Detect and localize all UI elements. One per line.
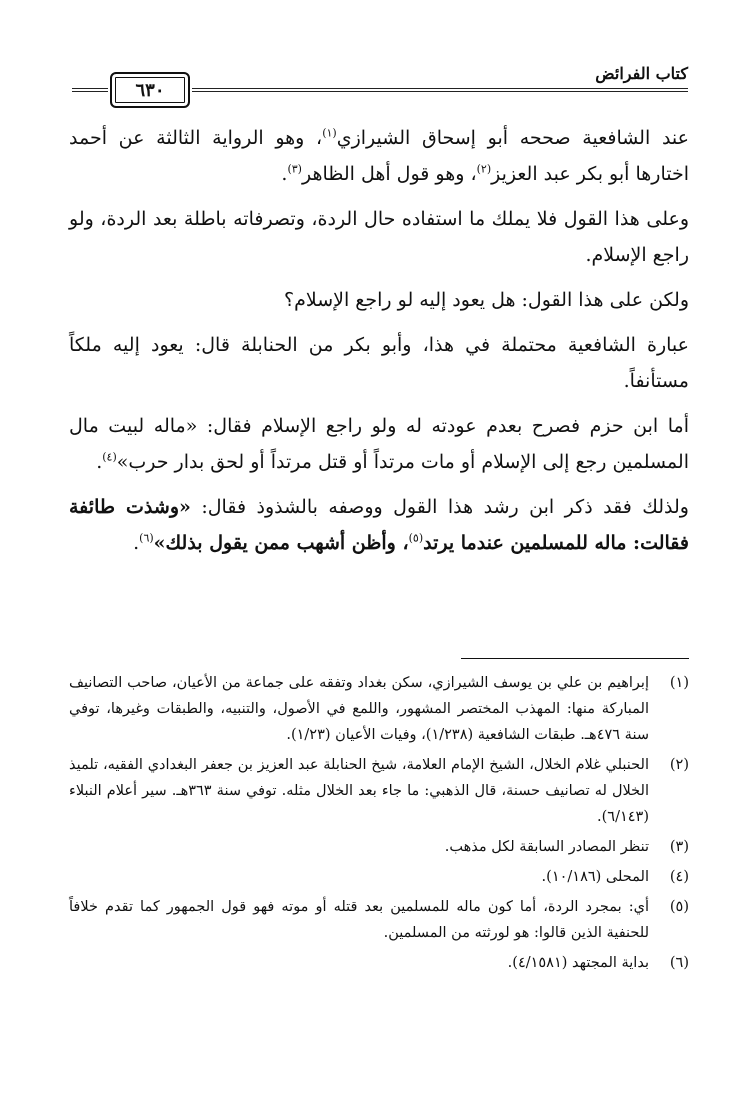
paragraph-1	[69, 120, 689, 192]
footnote-ref: (٤)	[102, 450, 117, 464]
footnote-ref: (٢)	[476, 162, 492, 176]
footnote	[69, 670, 689, 748]
paragraph-text: ولكن على هذا القول: هل يعود إليه لو راجع الإسلام؟	[284, 289, 689, 311]
paragraph-3	[69, 282, 689, 318]
paragraph-5	[69, 408, 689, 480]
page-header	[72, 62, 688, 106]
header-rule-left	[72, 88, 108, 92]
paragraph-text: عبارة الشافعية محتملة في هذا، وأبو بكر من الحنابلة قال: يعود إليه ملكاً مستأنفاً.	[69, 334, 689, 392]
footnote-ref: (٣)	[287, 162, 302, 176]
book-title: كتاب الفرائض	[595, 64, 688, 83]
footnote-number: (١)	[669, 675, 689, 691]
text-span: ولذلك فقد ذكر ابن رشد هذا القول ووصفه بالشذوذ فقال:	[201, 496, 689, 518]
footnote-number: (٥)	[669, 899, 689, 915]
text-span: .	[281, 163, 288, 185]
text-span: .	[96, 451, 103, 473]
text-span: أما ابن حزم فصرح بعدم عودته له ولو راجع الإسلام فقال: «ماله لبيت مال المسلمين رجع إلى الإسلام أو مات مرتداً أو قتل مرتداً أو لحق بدار حرب»	[69, 415, 689, 473]
page-number: ٦٣٠	[110, 72, 190, 108]
quote-bold: ، وأظن أشهب ممن يقول بذلك»	[153, 532, 409, 554]
footnote-separator	[461, 658, 689, 659]
footnote-text: تنظر المصادر السابقة لكل مذهب.	[444, 839, 649, 855]
main-text	[69, 120, 689, 570]
paragraph-6	[69, 489, 689, 561]
footnote	[69, 950, 689, 976]
footnote	[69, 864, 689, 890]
paragraph-2	[69, 201, 689, 273]
header-rule	[192, 88, 688, 92]
quote-bold: «وشذت طائفة فقالت: ماله للمسلمين عندما يرتد	[69, 496, 689, 554]
footnote	[69, 834, 689, 860]
footnote-text: بداية المجتهد (٤/١٥٨١).	[507, 955, 649, 971]
text-span: ، وهو الرواية الثالثة عن أحمد اختارها أبو بكر عبد العزيز	[69, 127, 689, 185]
text-span: .	[133, 532, 140, 554]
footnote-number: (٣)	[669, 839, 689, 855]
footnote-text: المحلى (١٠/١٨٦).	[541, 869, 649, 885]
footnote-text: الحنبلي غلام الخلال، الشيخ الإمام العلامة، شيخ الحنابلة عبد العزيز بن جعفر البغدادي الفقيه، تلميذ الخلال له تصانيف حسنة، قال الذهبي: ما جاء بعد الخلال مثله. توفي سنة ٣٦٣هـ. سير أعلام النبلاء (٦/١٤٣).	[69, 757, 649, 825]
paragraph-text: وعلى هذا القول فلا يملك ما استفاده حال الردة، وتصرفاته باطلة بعد الردة، ولو راجع الإسلام.	[69, 208, 689, 266]
footnote-ref: (١)	[322, 126, 337, 140]
footnote	[69, 894, 689, 946]
footnote	[69, 752, 689, 830]
footnote-number: (٦)	[669, 955, 689, 971]
footnote-number: (٤)	[669, 869, 689, 885]
footnotes	[69, 670, 689, 980]
footnote-number: (٢)	[669, 757, 689, 773]
footnote-ref: (٥)	[408, 531, 424, 545]
paragraph-4	[69, 327, 689, 399]
footnote-text: إبراهيم بن علي بن يوسف الشيرازي، سكن بغداد وتفقه على جماعة من الأعيان، صاحب التصانيف المباركة منها: المهذب المختصر المشهور، واللمع في الأصول، والتنبيه، والطبقات وغيرها، توفي سنة ٤٧٦هـ. طبقات الشافعية (١/٢٣٨)، وفيات الأعيان (١/٢٣).	[69, 675, 649, 743]
text-span: عند الشافعية صححه أبو إسحاق الشيرازي	[336, 127, 689, 149]
footnote-ref: (٦)	[139, 531, 154, 545]
text-span: ، وهو قول أهل الظاهر	[301, 163, 477, 185]
footnote-text: أي: بمجرد الردة، أما كون ماله للمسلمين بعد قتله أو موته فهو قول الجمهور كما تقدم خلافاً للحنفية الذين قالوا: هو لورثته من المسلمين.	[69, 899, 649, 941]
